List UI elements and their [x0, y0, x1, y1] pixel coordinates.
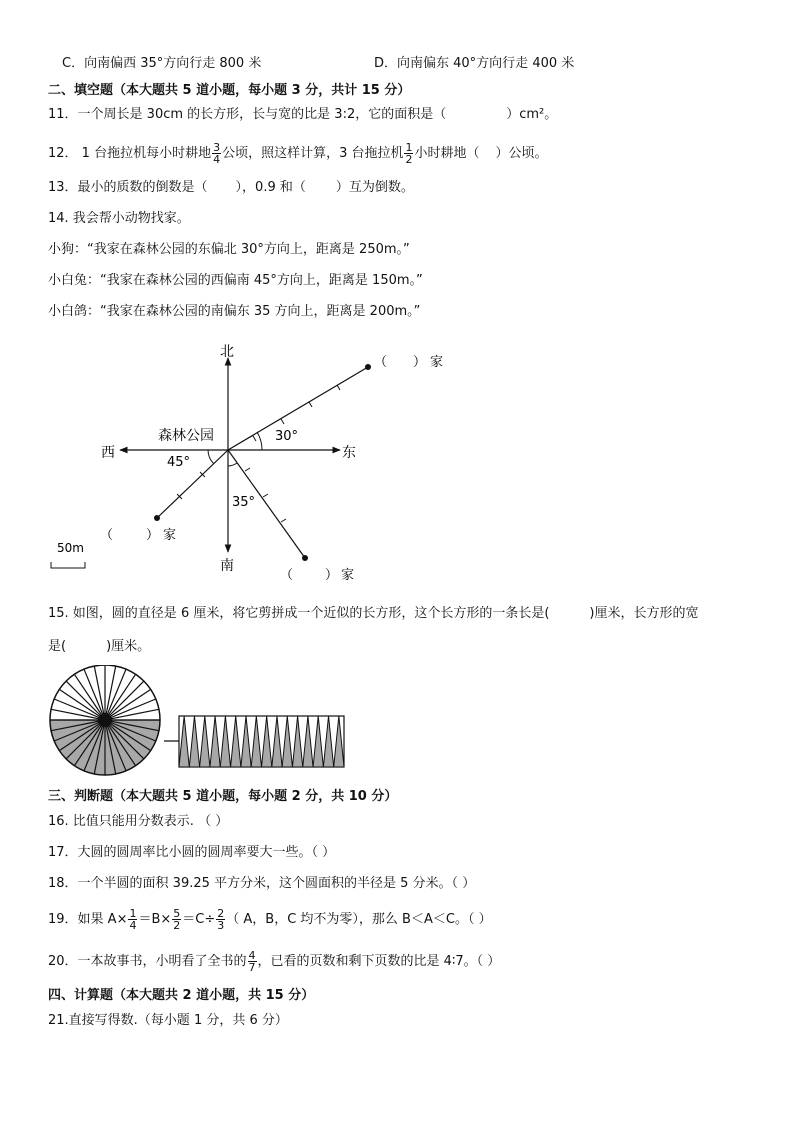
label-north: 北	[220, 344, 234, 360]
dog-home-label: 家	[430, 355, 444, 370]
label-center: 森林公园	[158, 428, 214, 444]
q19-text-b: ＝B×	[138, 912, 172, 927]
question-15-line-1	[48, 604, 699, 624]
angle-arc-35	[228, 463, 237, 466]
option-d: D．向南偏东 40°方向行走 400 米	[374, 56, 575, 71]
question-21: 21.直接写得数.（每小题 1 分，共 6 分）	[48, 1013, 288, 1028]
q19-text-d: （ A，B，C 均不为零），那么 B＜A＜C。（ ）	[226, 912, 492, 927]
dog-home-point	[365, 364, 371, 370]
label-west: 西	[101, 445, 115, 461]
q19-fraction-3: $\frac{2}{3}$	[217, 907, 225, 932]
question-12	[48, 140, 548, 168]
scale-bar	[51, 562, 85, 568]
q12-text-d: ）公顷。	[495, 146, 548, 161]
q15-text-b: )厘米，长方形的宽	[589, 606, 699, 621]
direction-diagram	[0, 330, 794, 592]
q12-text-b: 公顷，照这样计算，3 台拖拉机	[222, 146, 404, 161]
rabbit-home-label: 家	[163, 528, 177, 543]
q13-text-b: ），0.9 和（	[235, 180, 306, 195]
dove-home-open: （	[280, 568, 294, 583]
question-14-rabbit: 小白兔：“我家在森林公园的西偏南 45°方向上，距离是 150m。”	[48, 273, 423, 288]
q11-text-a: 11．一个周长是 30cm 的长方形，长与宽的比是 3:2，它的面积是（	[48, 107, 447, 122]
question-19	[48, 906, 492, 934]
q13-text-a: 13．最小的质数的倒数是（	[48, 180, 208, 195]
circle-to-rectangle-figure	[40, 665, 360, 780]
dog-home-open: （	[374, 355, 388, 370]
dove-home-close: ）	[325, 568, 339, 583]
q19-fraction-1: $\frac{1}{4}$	[129, 907, 137, 932]
question-20	[48, 948, 500, 976]
section-3-title: 三、判断题（本大题共 5 道小题，每小题 2 分，共 10 分）	[48, 789, 398, 804]
rabbit-home-close: ）	[146, 528, 160, 543]
q12-text-a: 12． 1 台拖拉机每小时耕地	[48, 146, 212, 161]
dove-home-label: 家	[341, 568, 355, 583]
q13-text-c: ）互为倒数。	[335, 180, 414, 195]
q11-text-b: ）cm²。	[506, 107, 558, 122]
label-angle-30: 30°	[275, 429, 299, 444]
question-11	[48, 105, 557, 125]
question-14-dove: 小白鸽：“我家在森林公园的南偏东 35 方向上，距离是 200m。”	[48, 304, 421, 319]
question-17: 17．大圆的圆周率比小圆的圆周率要大一些。（ ）	[48, 845, 336, 860]
label-angle-45: 45°	[167, 455, 191, 470]
angle-arc-30	[257, 432, 262, 450]
dog-home-close: ）	[413, 355, 427, 370]
q19-text-c: ＝C÷	[182, 912, 216, 927]
q12-fraction-1: $\frac{3}{4}$	[213, 141, 221, 166]
label-angle-35: 35°	[232, 495, 256, 510]
dove-home-point	[302, 555, 308, 561]
q12-fraction-2: $\frac{1}{2}$	[405, 141, 413, 166]
question-16: 16. 比值只能用分数表示. （ ）	[48, 814, 229, 829]
question-18: 18．一个半圆的面积 39.25 平方分米，这个圆面积的半径是 5 分米。（ ）	[48, 876, 476, 891]
label-east: 东	[342, 445, 356, 461]
question-14-dog: 小狗：“我家在森林公园的东偏北 30°方向上，距离是 250m。”	[48, 242, 410, 257]
section-2-title: 二、填空题（本大题共 5 道小题，每小题 3 分，共计 15 分）	[48, 83, 411, 98]
question-13	[48, 178, 414, 198]
scale-label: 50m	[57, 541, 84, 555]
rabbit-home-point	[154, 515, 160, 521]
question-14-title: 14. 我会帮小动物找家。	[48, 211, 190, 226]
q20-text-a: 20．一本故事书，小明看了全书的	[48, 954, 247, 969]
rabbit-home-open: （	[100, 528, 114, 543]
q15-text-a: 15. 如图，圆的直径是 6 厘米，将它剪拼成一个近似的长方形，这个长方形的一条长是(	[48, 606, 550, 621]
option-c: C．向南偏西 35°方向行走 800 米	[62, 56, 262, 71]
q15-text-d: )厘米。	[106, 639, 151, 654]
section-4-title: 四、计算题（本大题共 2 道小题，共 15 分）	[48, 988, 315, 1003]
q20-text-b: ，已看的页数和剩下页数的比是 4∶7。（ ）	[257, 954, 501, 969]
q15-text-c: 是(	[48, 639, 67, 654]
q20-fraction: $\frac{4}{7}$	[248, 949, 256, 974]
q19-fraction-2: $\frac{5}{2}$	[173, 907, 181, 932]
label-south: 南	[220, 558, 234, 574]
question-15-line-2	[48, 637, 150, 657]
angle-arc-45	[208, 450, 214, 464]
q12-text-c: 小时耕地（	[414, 146, 480, 161]
q19-text-a: 19．如果 A×	[48, 912, 128, 927]
